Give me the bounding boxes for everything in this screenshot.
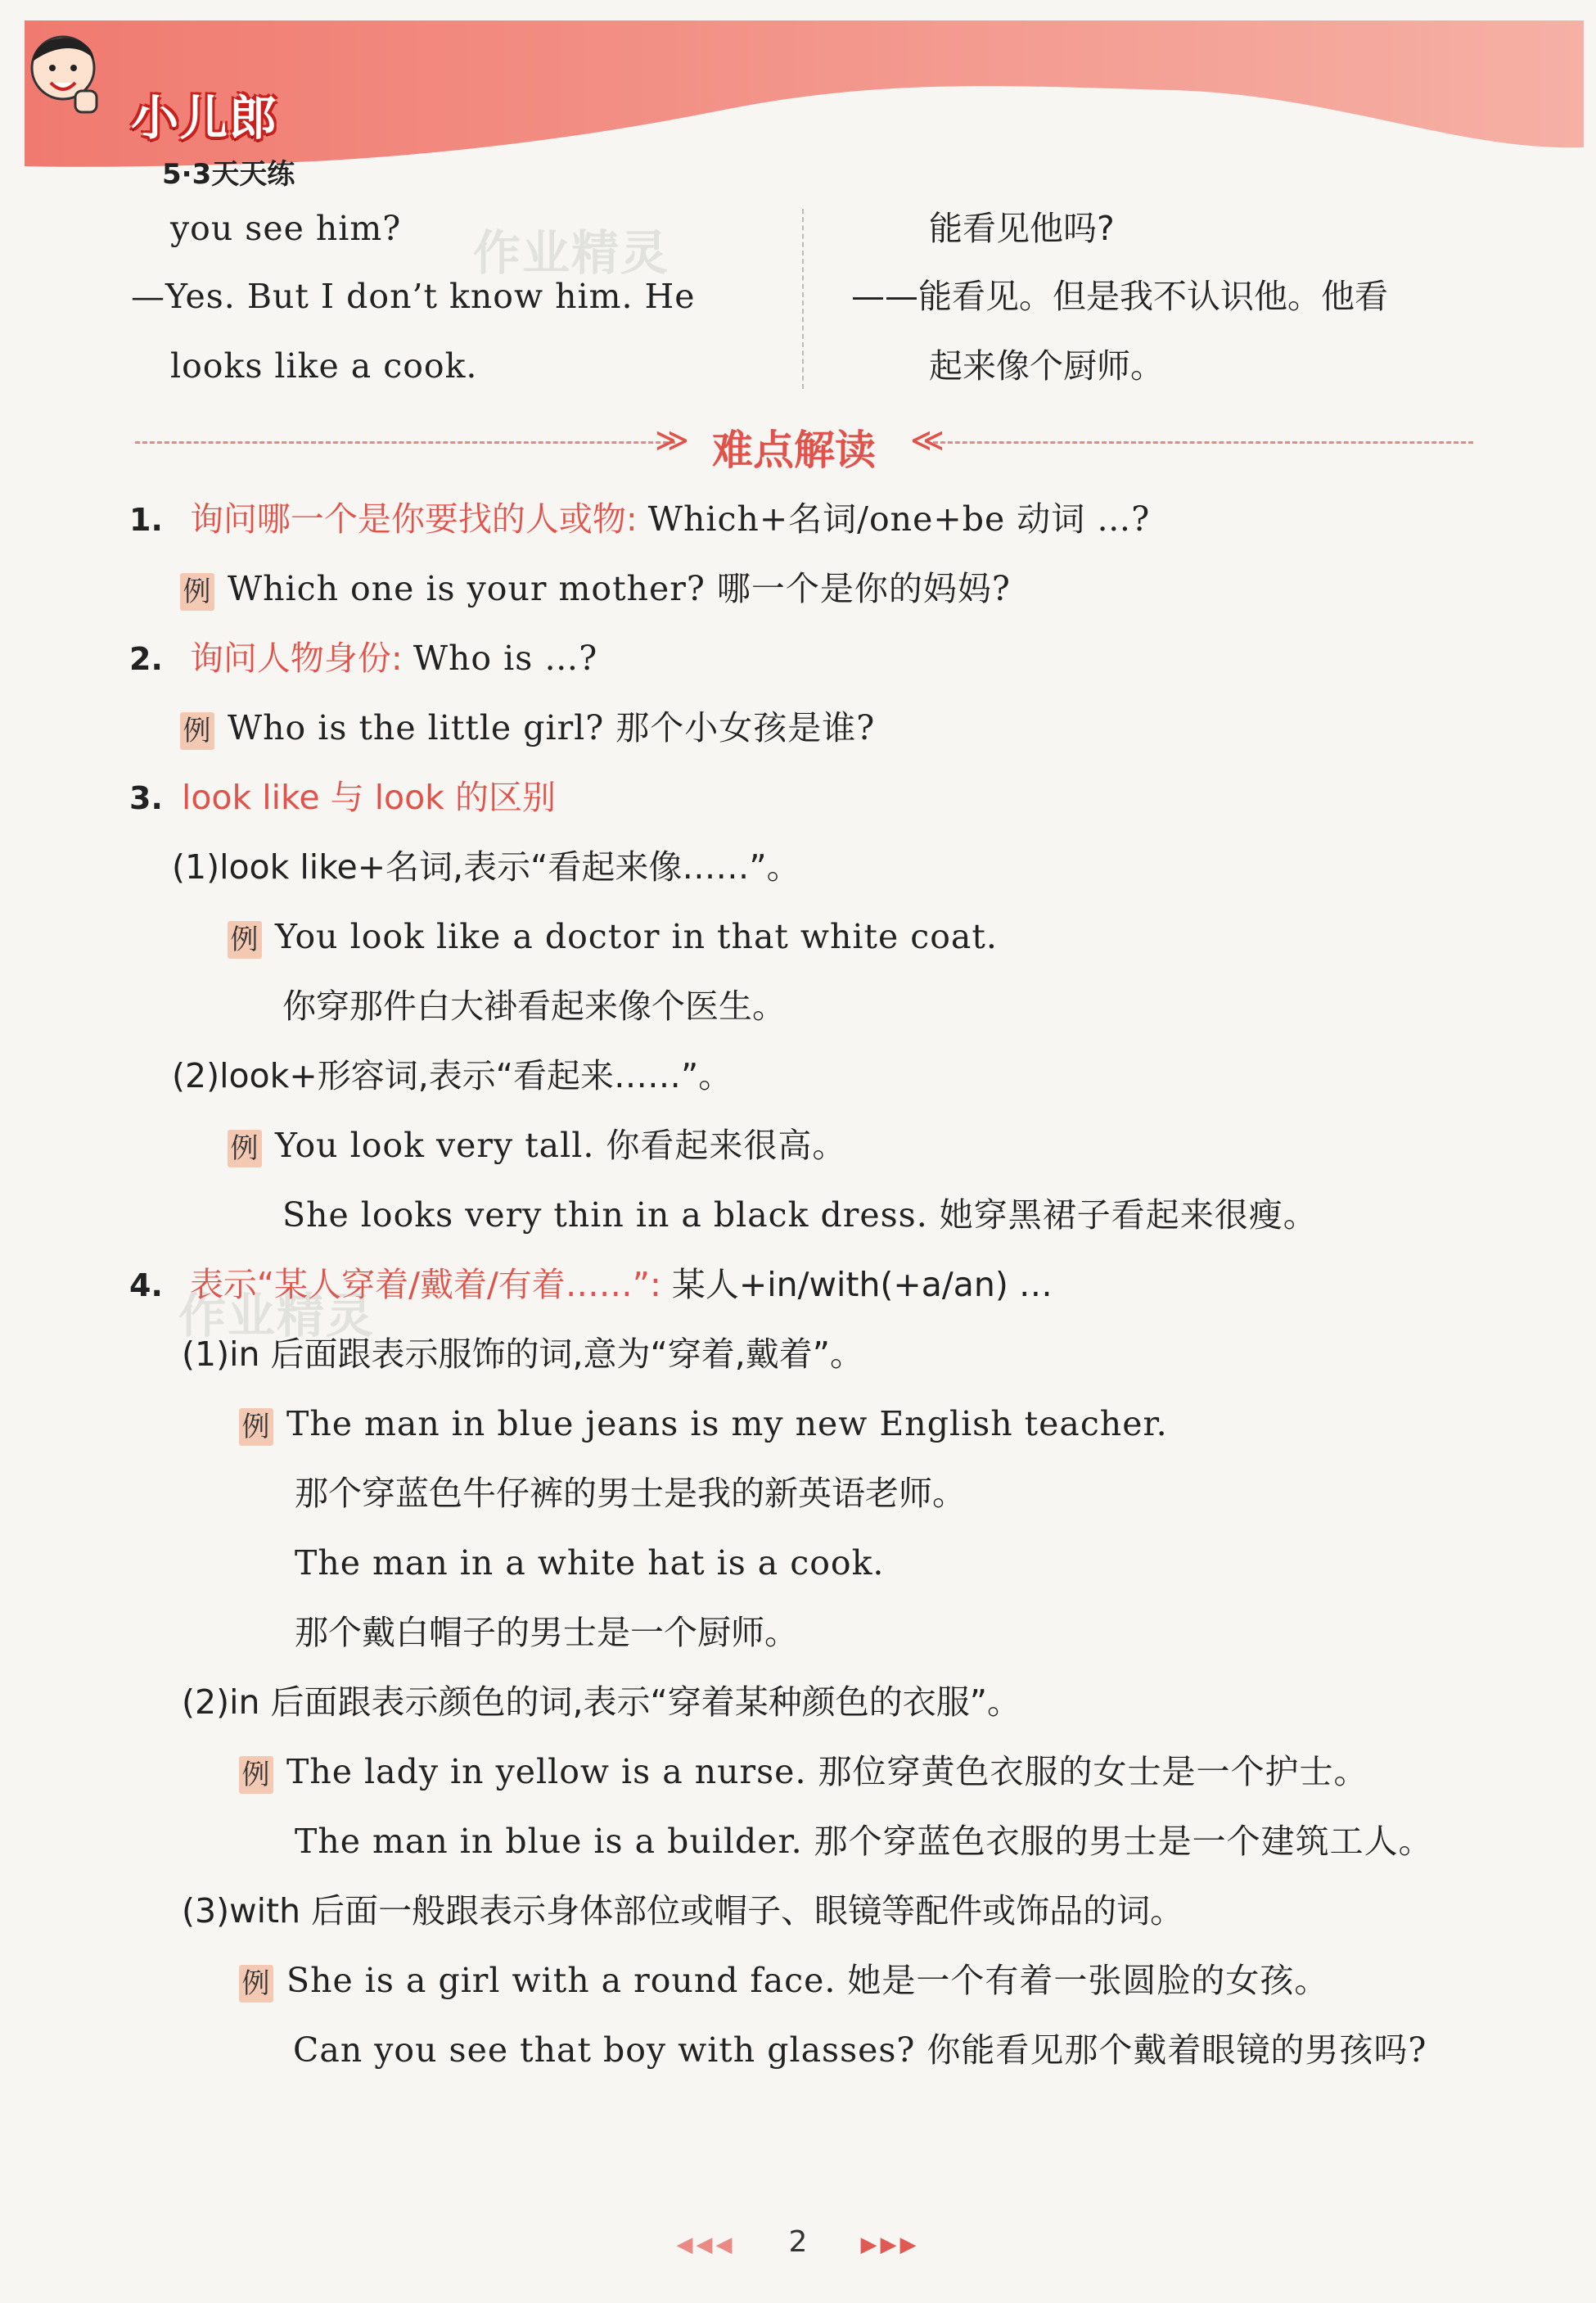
watermark: 作业精灵 — [473, 225, 670, 281]
example-text: Who is the little girl? 那个小女孩是谁? — [228, 708, 876, 747]
point-rule: Who is …? — [413, 639, 598, 678]
column-divider — [802, 209, 804, 389]
point-number: 2. — [129, 641, 163, 677]
triangle-right-icon: ▶▶▶ — [860, 2233, 920, 2257]
example-continuation: She looks very thin in a black dress. 她穿黑裙子看起来很瘦。 — [282, 1195, 1318, 1235]
example-continuation: 你穿那件白大褂看起来像个医生。 — [282, 987, 786, 1026]
example-line — [239, 1752, 1368, 1794]
point-number: 3. — [129, 780, 163, 816]
example-text: The lady in yellow is a nurse. 那位穿黄色衣服的女士是一个护士。 — [286, 1752, 1368, 1791]
point-3 — [129, 778, 556, 818]
point-number: 4. — [129, 1267, 163, 1303]
example-text: Which one is your mother? 哪一个是你的妈妈? — [228, 569, 1011, 608]
sub-point: (1)in 后面跟表示服饰的词,意为“穿着,戴着”。 — [182, 1334, 864, 1374]
example-continuation: Can you see that boy with glasses? 你能看见那个戴着眼镜的男孩吗? — [293, 2030, 1427, 2070]
sub-point: (2)in 后面跟表示颜色的词,表示“穿着某种颜色的衣服”。 — [182, 1682, 1021, 1722]
section-title: 难点解读 — [712, 427, 876, 474]
example-text: You look like a doctor in that white coat. — [275, 917, 998, 956]
point-rule: Which+名词/one+be 动词 …? — [647, 499, 1151, 539]
example-line — [180, 708, 875, 750]
header-banner — [25, 20, 1584, 191]
brand-logo: 小儿郎 — [131, 90, 279, 146]
example-continuation: The man in blue is a builder. 那个穿蓝色衣服的男士是一个建筑工人。 — [295, 1822, 1433, 1861]
example-badge: 例 — [180, 573, 214, 611]
watermark: 作业精灵 — [178, 1288, 376, 1343]
example-line — [239, 1961, 1328, 2003]
dialog-left-line-3: looks like a cook. — [170, 346, 478, 386]
point-1 — [129, 499, 1150, 540]
mascot-boy-icon — [25, 20, 102, 119]
example-continuation: 那个穿蓝色牛仔裤的男士是我的新英语老师。 — [295, 1474, 966, 1513]
example-line — [180, 569, 1011, 611]
example-continuation: The man in a white hat is a cook. — [295, 1543, 885, 1583]
example-continuation: 那个戴白帽子的男士是一个厨师。 — [295, 1613, 798, 1652]
example-line — [228, 1126, 846, 1167]
series-name: 5·3天天练 — [162, 158, 295, 191]
page-number: 2 — [788, 2225, 808, 2259]
point-number: 1. — [129, 502, 163, 538]
double-chevron-left-icon: ≪ — [910, 422, 945, 459]
dialog-left-line-2: —Yes. But I don’t know him. He — [131, 277, 696, 316]
example-badge: 例 — [180, 712, 214, 750]
page-footer — [0, 2225, 1596, 2259]
example-badge: 例 — [228, 921, 262, 959]
double-chevron-right-icon: ≫ — [655, 422, 689, 459]
point-2 — [129, 639, 597, 679]
point-label: 询问哪一个是你要找的人或物: — [189, 499, 638, 539]
point-rule: 某人+in/with(+a/an) … — [671, 1265, 1053, 1304]
sub-point: (1)look like+名词,表示“看起来像……”。 — [172, 847, 800, 887]
triangle-left-icon: ◀◀◀ — [676, 2233, 736, 2257]
dialog-right-line-1: 能看见他吗? — [929, 209, 1115, 248]
section-header — [0, 413, 1596, 474]
example-badge: 例 — [239, 1756, 273, 1794]
dialog-right-line-3: 起来像个厨师。 — [929, 346, 1164, 386]
example-text: You look very tall. 你看起来很高。 — [275, 1126, 847, 1165]
example-text: She is a girl with a round face. 她是一个有着一张圆脸的女孩。 — [286, 1961, 1329, 2000]
example-line — [228, 917, 998, 959]
sub-point: (3)with 后面一般跟表示身体部位或帽子、眼镜等配件或饰品的词。 — [182, 1891, 1184, 1930]
point-label: 表示“某人穿着/戴着/有着……”: — [189, 1265, 661, 1304]
example-line — [239, 1404, 1168, 1446]
example-text: The man in blue jeans is my new English teacher. — [286, 1404, 1168, 1443]
dialog-left-line-1: you see him? — [170, 209, 402, 248]
dash-right — [933, 441, 1473, 444]
dialog-right-line-2: ——能看见。但是我不认识他。他看 — [851, 277, 1388, 316]
sub-point: (2)look+形容词,表示“看起来……”。 — [172, 1056, 733, 1095]
example-badge: 例 — [228, 1130, 262, 1167]
example-badge: 例 — [239, 1965, 273, 2003]
point-label: 询问人物身份: — [189, 639, 403, 678]
dash-left — [135, 441, 675, 444]
point-label: look like 与 look 的区别 — [181, 778, 556, 817]
example-badge: 例 — [239, 1408, 273, 1446]
